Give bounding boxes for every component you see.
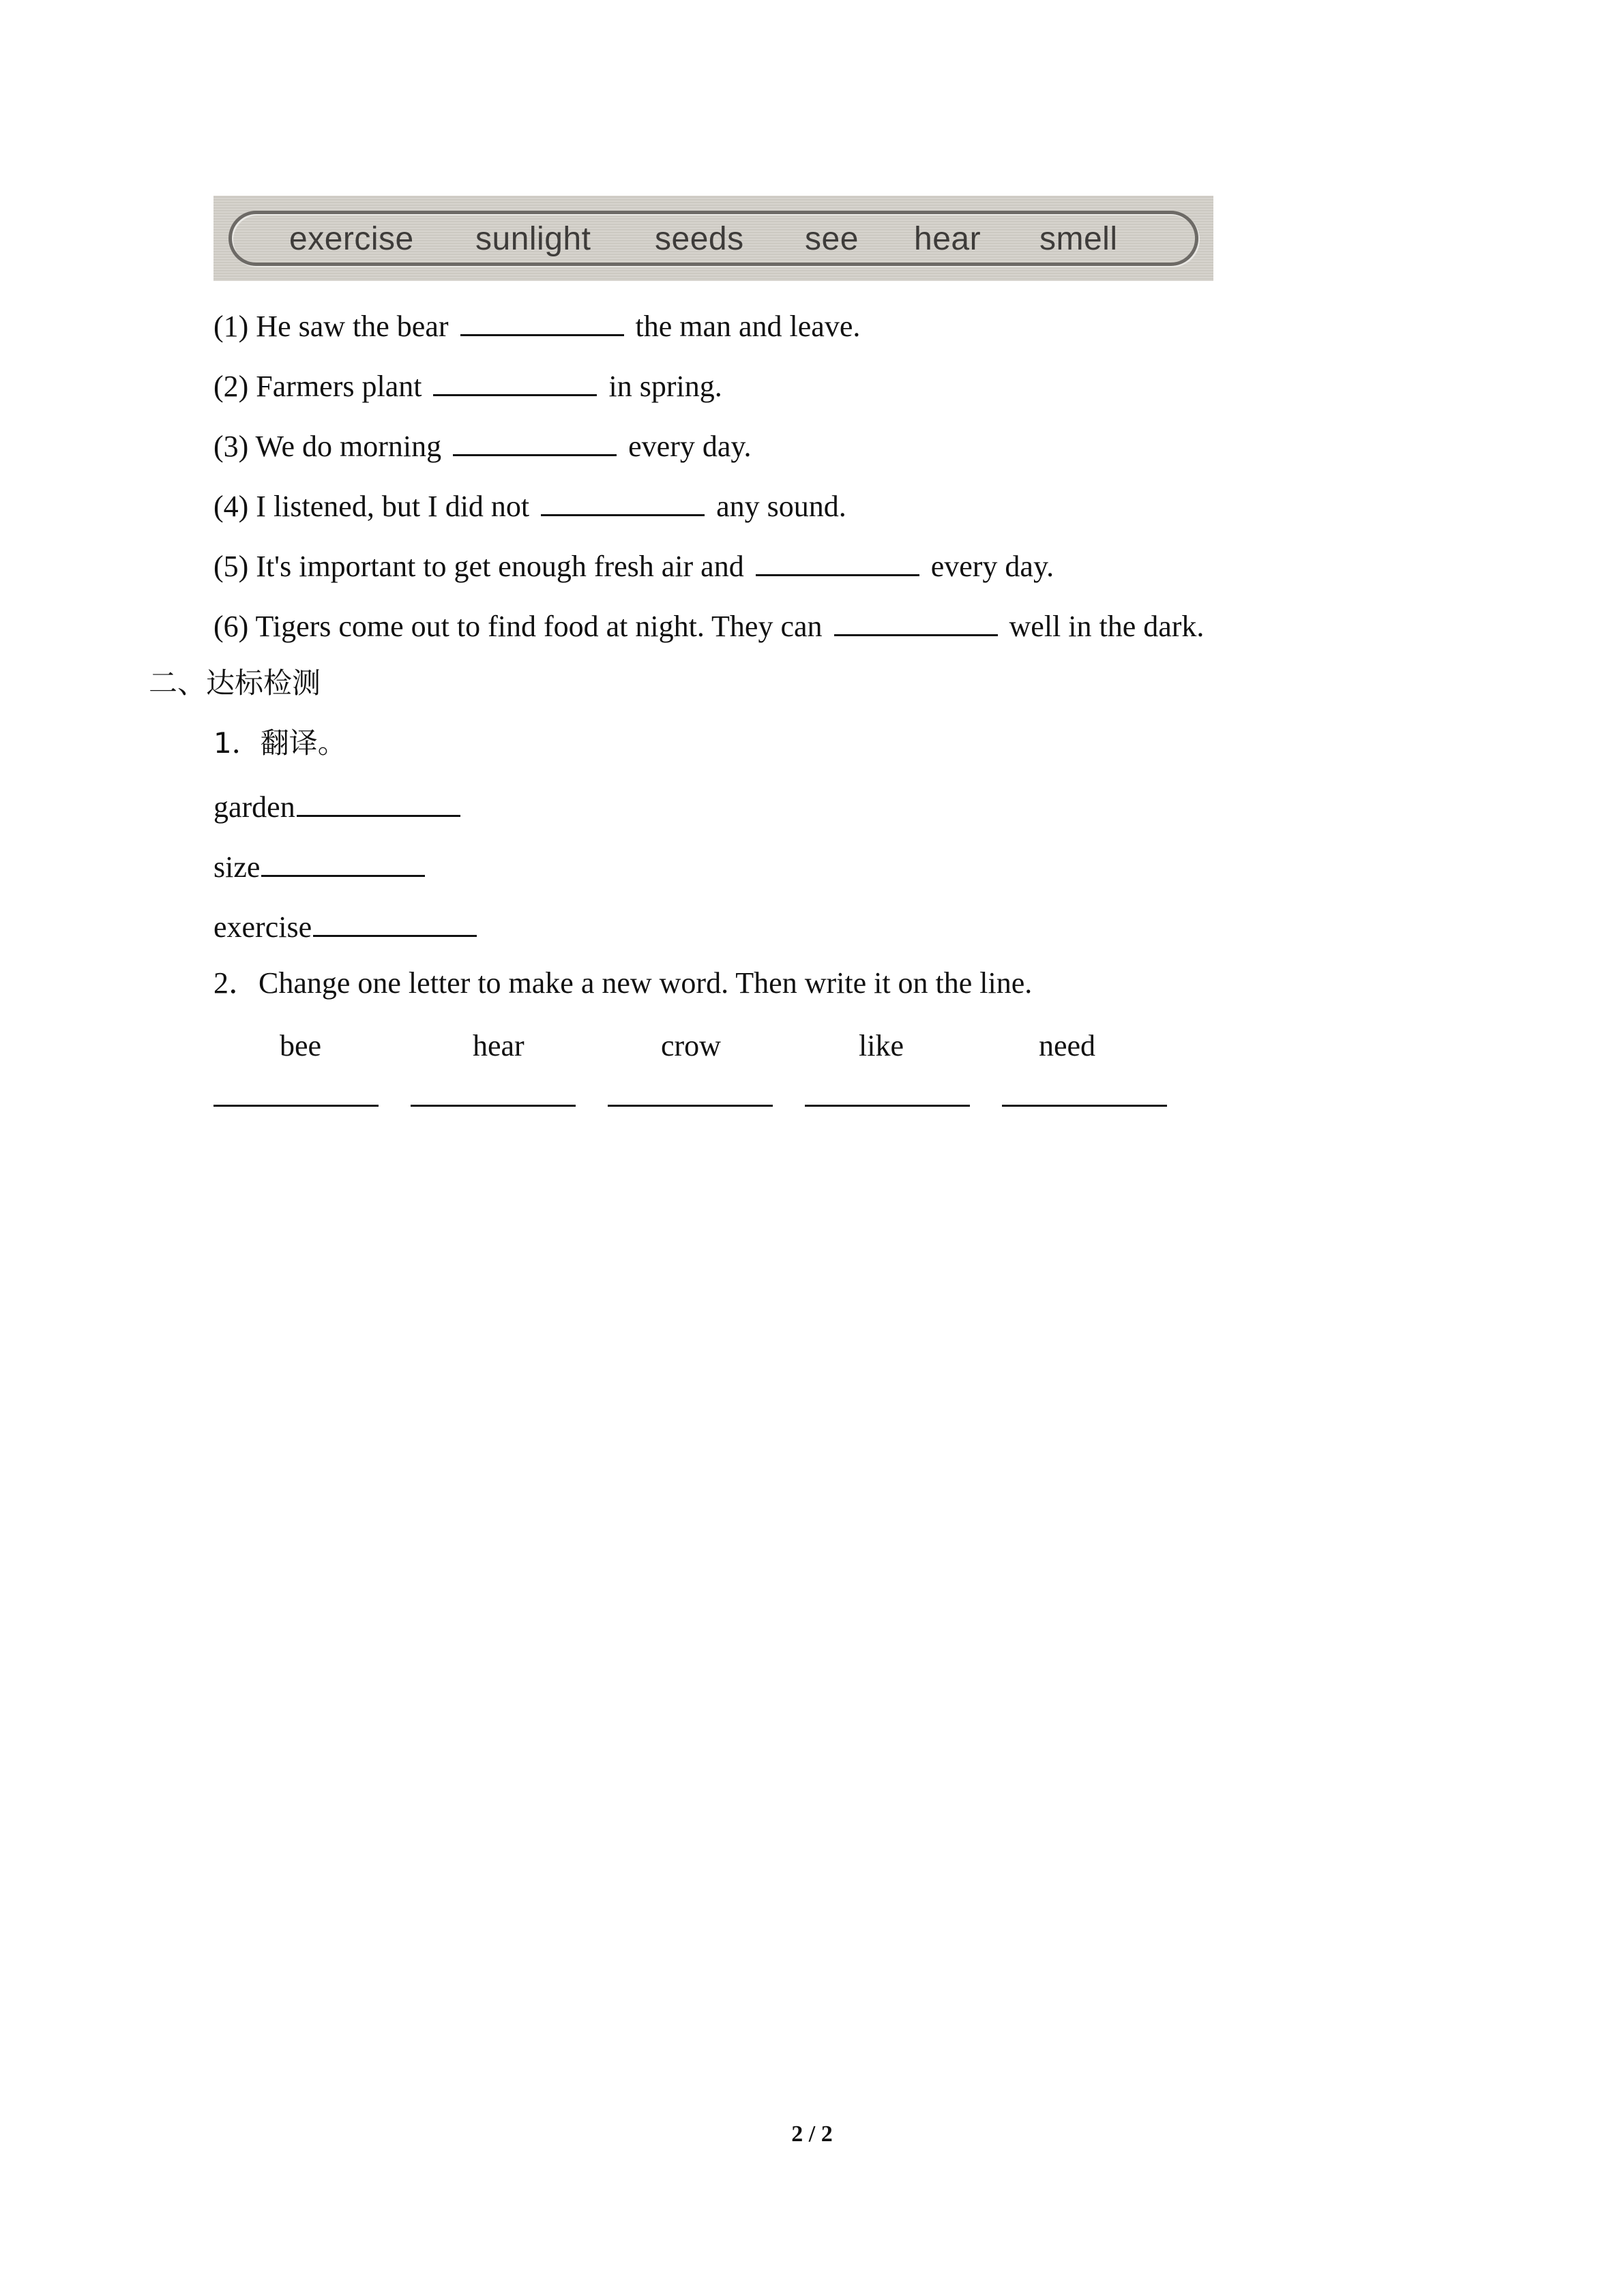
sentence-text-after: every day. bbox=[923, 550, 1054, 583]
sentence-text-after: any sound. bbox=[709, 490, 846, 523]
answer-blank[interactable] bbox=[460, 307, 624, 336]
sentence-text-after: in spring. bbox=[601, 370, 722, 403]
answer-blank[interactable] bbox=[313, 908, 477, 937]
answer-blank[interactable] bbox=[261, 848, 425, 877]
sentence-text-before: (2) Farmers plant bbox=[213, 370, 430, 403]
page-number: 2 / 2 bbox=[791, 2121, 833, 2147]
translate-word: garden bbox=[213, 790, 295, 824]
fill-in-sentence-4 bbox=[213, 487, 846, 524]
translate-word: size bbox=[213, 850, 261, 884]
fill-in-sentence-1 bbox=[213, 307, 860, 344]
word-bank-word: exercise bbox=[289, 221, 414, 257]
fill-in-sentence-5 bbox=[213, 547, 1054, 584]
answer-blank[interactable] bbox=[834, 607, 998, 636]
answer-line[interactable] bbox=[608, 1105, 773, 1107]
sentence-text-after: the man and leave. bbox=[628, 310, 861, 343]
word-bank-word: see bbox=[805, 221, 859, 257]
change-letter-word: crow bbox=[661, 1029, 721, 1062]
answer-blank[interactable] bbox=[756, 547, 919, 576]
sentence-text-before: (1) He saw the bear bbox=[213, 310, 456, 343]
translate-item bbox=[213, 848, 425, 885]
answer-line[interactable] bbox=[411, 1105, 576, 1107]
change-letter-word: bee bbox=[280, 1029, 322, 1062]
word-bank-word: seeds bbox=[655, 221, 744, 257]
section-heading: 二、达标检测 bbox=[149, 666, 321, 700]
word-bank-word: hear bbox=[914, 221, 981, 257]
sentence-text-before: (4) I listened, but I did not bbox=[213, 490, 537, 523]
fill-in-sentence-2 bbox=[213, 367, 722, 404]
sentence-text-after: well in the dark. bbox=[1001, 610, 1205, 643]
answer-blank[interactable] bbox=[433, 367, 597, 396]
task-2-instruction: 2．Change one letter to make a new word. Then write it on the line. bbox=[213, 966, 1033, 1000]
sentence-text-after: every day. bbox=[621, 430, 752, 463]
answer-line[interactable] bbox=[1002, 1105, 1167, 1107]
word-bank-box bbox=[213, 196, 1213, 281]
answer-blank[interactable] bbox=[453, 427, 617, 456]
translate-item bbox=[213, 908, 477, 945]
word-bank-word: sunlight bbox=[475, 221, 591, 257]
answer-line[interactable] bbox=[805, 1105, 970, 1107]
task-1-title: 1．翻译。 bbox=[213, 726, 346, 760]
sentence-text-before: (6) Tigers come out to find food at night. They can bbox=[213, 610, 830, 643]
word-bank-word: smell bbox=[1039, 221, 1118, 257]
change-letter-word: hear bbox=[473, 1029, 525, 1062]
sentence-text-before: (3) We do morning bbox=[213, 430, 449, 463]
change-letter-word: need bbox=[1039, 1029, 1096, 1062]
answer-line[interactable] bbox=[213, 1105, 379, 1107]
sentence-text-before: (5) It's important to get enough fresh air and bbox=[213, 550, 752, 583]
change-letter-word: like bbox=[859, 1029, 904, 1062]
answer-blank[interactable] bbox=[541, 487, 705, 516]
fill-in-sentence-6 bbox=[213, 607, 1204, 644]
answer-blank[interactable] bbox=[297, 788, 460, 817]
translate-word: exercise bbox=[213, 910, 312, 944]
fill-in-sentence-3 bbox=[213, 427, 752, 464]
translate-item bbox=[213, 788, 460, 825]
